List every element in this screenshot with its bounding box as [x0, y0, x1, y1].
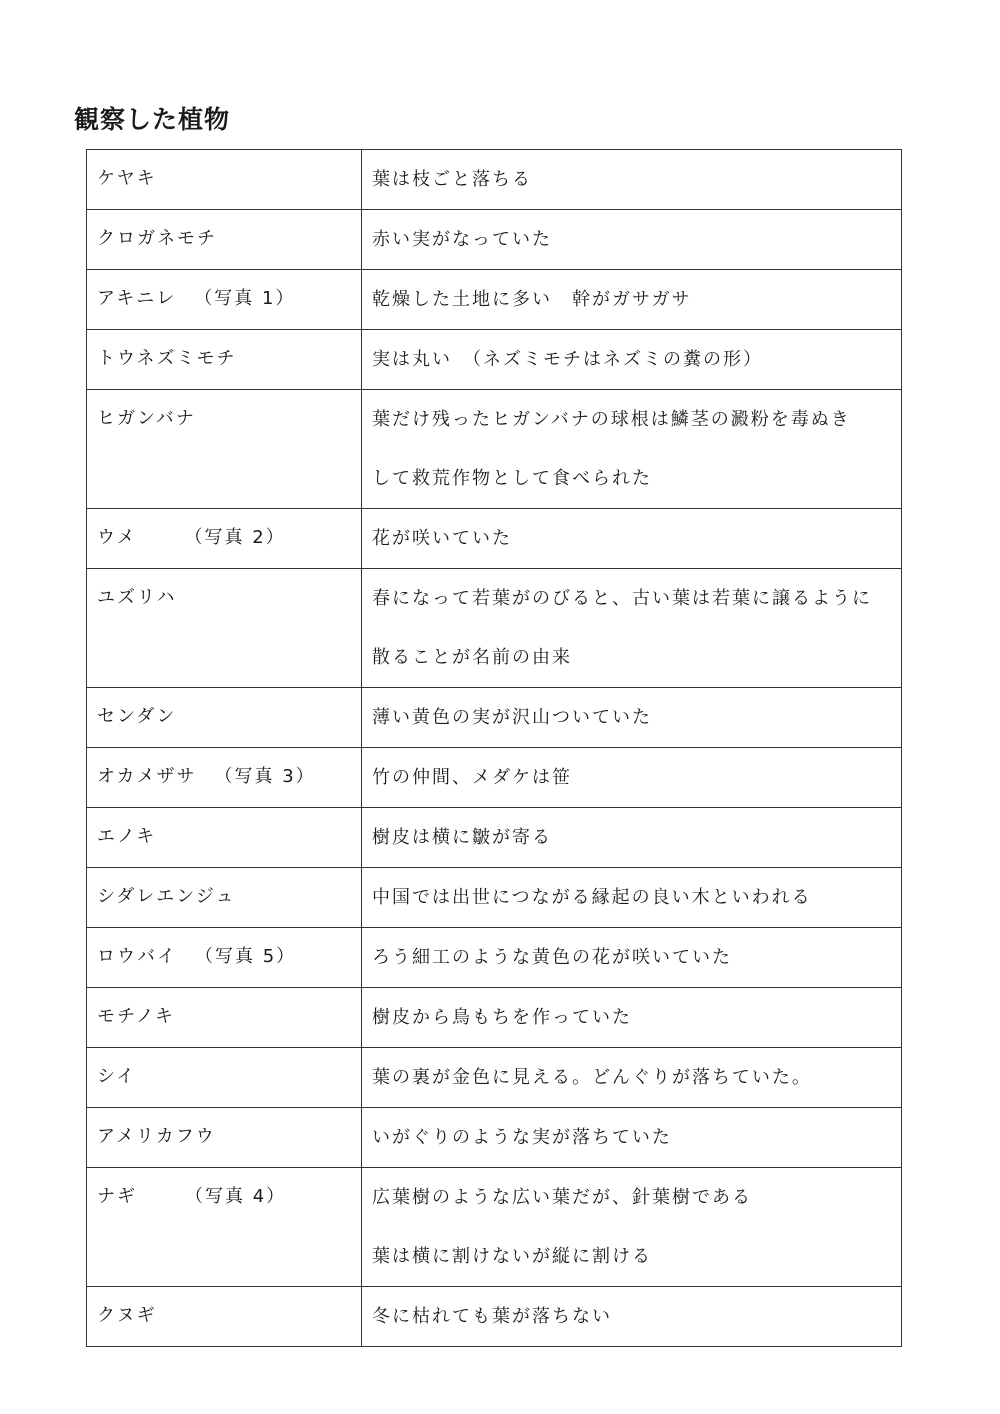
- plant-name: [97, 168, 157, 189]
- plant-name-text: アキニレ: [97, 288, 177, 309]
- plant-name-cell: [87, 928, 362, 988]
- photo-reference: （写真 5）: [195, 946, 297, 967]
- plant-note-cell: [362, 390, 902, 509]
- plant-name-text: エノキ: [97, 826, 157, 847]
- photo-reference: （写真 4）: [185, 1186, 287, 1207]
- table-row: [87, 1287, 902, 1347]
- plant-note-cell: [362, 569, 902, 688]
- plant-note-line: 乾燥した土地に多い 幹がガサガサ: [372, 289, 692, 310]
- plant-note-cell: [362, 1048, 902, 1108]
- plant-note-line: 赤い実がなっていた: [372, 229, 552, 250]
- plant-note-cell: [362, 988, 902, 1048]
- plant-note-line: して救荒作物として食べられた: [372, 468, 652, 489]
- plant-note-cell: [362, 270, 902, 330]
- plant-name-text: オカメザサ: [97, 766, 197, 787]
- plant-name: [97, 348, 236, 369]
- plant-note-cell: [362, 1287, 902, 1347]
- plant-note-cell: [362, 330, 902, 390]
- plant-note-line: 花が咲いていた: [372, 528, 512, 549]
- table-row: [87, 210, 902, 270]
- table-row: [87, 569, 902, 688]
- table-row: [87, 868, 902, 928]
- photo-reference: （写真 1）: [194, 288, 296, 309]
- plant-name-text: クヌギ: [97, 1305, 157, 1326]
- plant-name-text: クロガネモチ: [97, 228, 217, 249]
- plant-name-text: シダレエンジュ: [97, 886, 236, 907]
- plant-note-cell: [362, 509, 902, 569]
- plant-name-cell: [87, 1048, 362, 1108]
- table-row: [87, 988, 902, 1048]
- plant-name: [97, 587, 176, 608]
- plant-table: [86, 149, 902, 1347]
- plant-note-line: 冬に枯れても葉が落ちない: [372, 1306, 612, 1327]
- plant-name-cell: [87, 1168, 362, 1287]
- plant-note-cell: [362, 688, 902, 748]
- plant-name: [97, 826, 156, 847]
- table-row: [87, 330, 902, 390]
- plant-note-cell: [362, 808, 902, 868]
- table-row: [87, 688, 902, 748]
- plant-name-cell: [87, 1108, 362, 1168]
- plant-name: [97, 1006, 175, 1027]
- table-row: [87, 270, 902, 330]
- plant-name: [97, 408, 196, 429]
- plant-name-cell: [87, 688, 362, 748]
- plant-note-cell: [362, 1108, 902, 1168]
- plant-name: [97, 1305, 157, 1326]
- table-row: [87, 1108, 902, 1168]
- plant-name-text: ウメ: [97, 527, 137, 548]
- table-row: [87, 150, 902, 210]
- plant-note-line: 樹皮は横に皺が寄る: [372, 827, 552, 848]
- plant-name-cell: [87, 210, 362, 270]
- plant-name-text: モチノキ: [97, 1006, 176, 1027]
- plant-name-cell: [87, 270, 362, 330]
- plant-name-cell: [87, 390, 362, 509]
- plant-note-line: いがぐりのような実が落ちていた: [372, 1127, 672, 1148]
- plant-name-cell: [87, 330, 362, 390]
- plant-name-text: トウネズミモチ: [97, 348, 237, 369]
- plant-note-line: 散ることが名前の由来: [372, 647, 572, 668]
- plant-note-line: 葉だけ残ったヒガンバナの球根は鱗茎の澱粉を毒ぬき: [372, 409, 851, 430]
- plant-name-text: ケヤキ: [97, 168, 157, 189]
- plant-note-cell: [362, 1168, 902, 1287]
- plant-note-line: 実は丸い （ネズミモチはネズミの糞の形）: [372, 349, 763, 370]
- plant-rows: [87, 150, 902, 1347]
- plant-note-line: 薄い黄色の実が沢山ついていた: [372, 707, 652, 728]
- plant-name: [97, 946, 296, 967]
- plant-note-line: 樹皮から鳥もちを作っていた: [372, 1007, 632, 1028]
- table-row: [87, 1168, 902, 1287]
- plant-name-text: ロウバイ: [97, 946, 177, 967]
- plant-name: [97, 766, 316, 787]
- plant-name-cell: [87, 150, 362, 210]
- plant-name-text: ナギ: [97, 1186, 137, 1207]
- plant-name: [97, 706, 176, 727]
- plant-name-cell: [87, 509, 362, 569]
- plant-name-cell: [87, 569, 362, 688]
- table-row: [87, 1048, 902, 1108]
- plant-name: [97, 1186, 286, 1207]
- plant-note-cell: [362, 150, 902, 210]
- plant-note-line: 葉の裏が金色に見える。どんぐりが落ちていた。: [372, 1067, 812, 1088]
- plant-name: [97, 1126, 216, 1147]
- plant-note-cell: [362, 210, 902, 270]
- plant-name-text: センダン: [97, 706, 177, 727]
- plant-name-cell: [87, 868, 362, 928]
- plant-note-cell: [362, 928, 902, 988]
- plant-name-cell: [87, 988, 362, 1048]
- table-row: [87, 928, 902, 988]
- photo-reference: （写真 2）: [184, 527, 286, 548]
- plant-note-line: 広葉樹のような広い葉だが、針葉樹である: [372, 1187, 752, 1208]
- page-title: 観察した植物: [74, 105, 231, 134]
- table-row: [87, 748, 902, 808]
- plant-name-cell: [87, 808, 362, 868]
- table-row: [87, 509, 902, 569]
- plant-name-text: ユズリハ: [97, 587, 177, 608]
- plant-note-cell: [362, 868, 902, 928]
- plant-name: [97, 228, 217, 249]
- plant-name: [97, 1066, 136, 1087]
- plant-note-line: 葉は横に割けないが縦に割ける: [372, 1246, 652, 1267]
- plant-note-line: 葉は枝ごと落ちる: [372, 169, 532, 190]
- plant-note-cell: [362, 748, 902, 808]
- plant-name-cell: [87, 1287, 362, 1347]
- plant-name: [97, 288, 295, 309]
- table-row: [87, 390, 902, 509]
- plant-name-text: アメリカフウ: [97, 1126, 216, 1147]
- plant-name-text: ヒガンバナ: [97, 408, 196, 429]
- plant-note-line: 竹の仲間、メダケは笹: [372, 767, 572, 788]
- plant-name: [97, 527, 286, 548]
- plant-note-line: 中国では出世につながる縁起の良い木といわれる: [372, 887, 812, 908]
- photo-reference: （写真 3）: [214, 766, 316, 787]
- plant-note-line: ろう細工のような黄色の花が咲いていた: [372, 947, 732, 968]
- plant-name: [97, 886, 235, 907]
- plant-name-text: シイ: [97, 1066, 137, 1087]
- plant-note-line: 春になって若葉がのびると、古い葉は若葉に譲るように: [372, 588, 872, 609]
- table-row: [87, 808, 902, 868]
- plant-name-cell: [87, 748, 362, 808]
